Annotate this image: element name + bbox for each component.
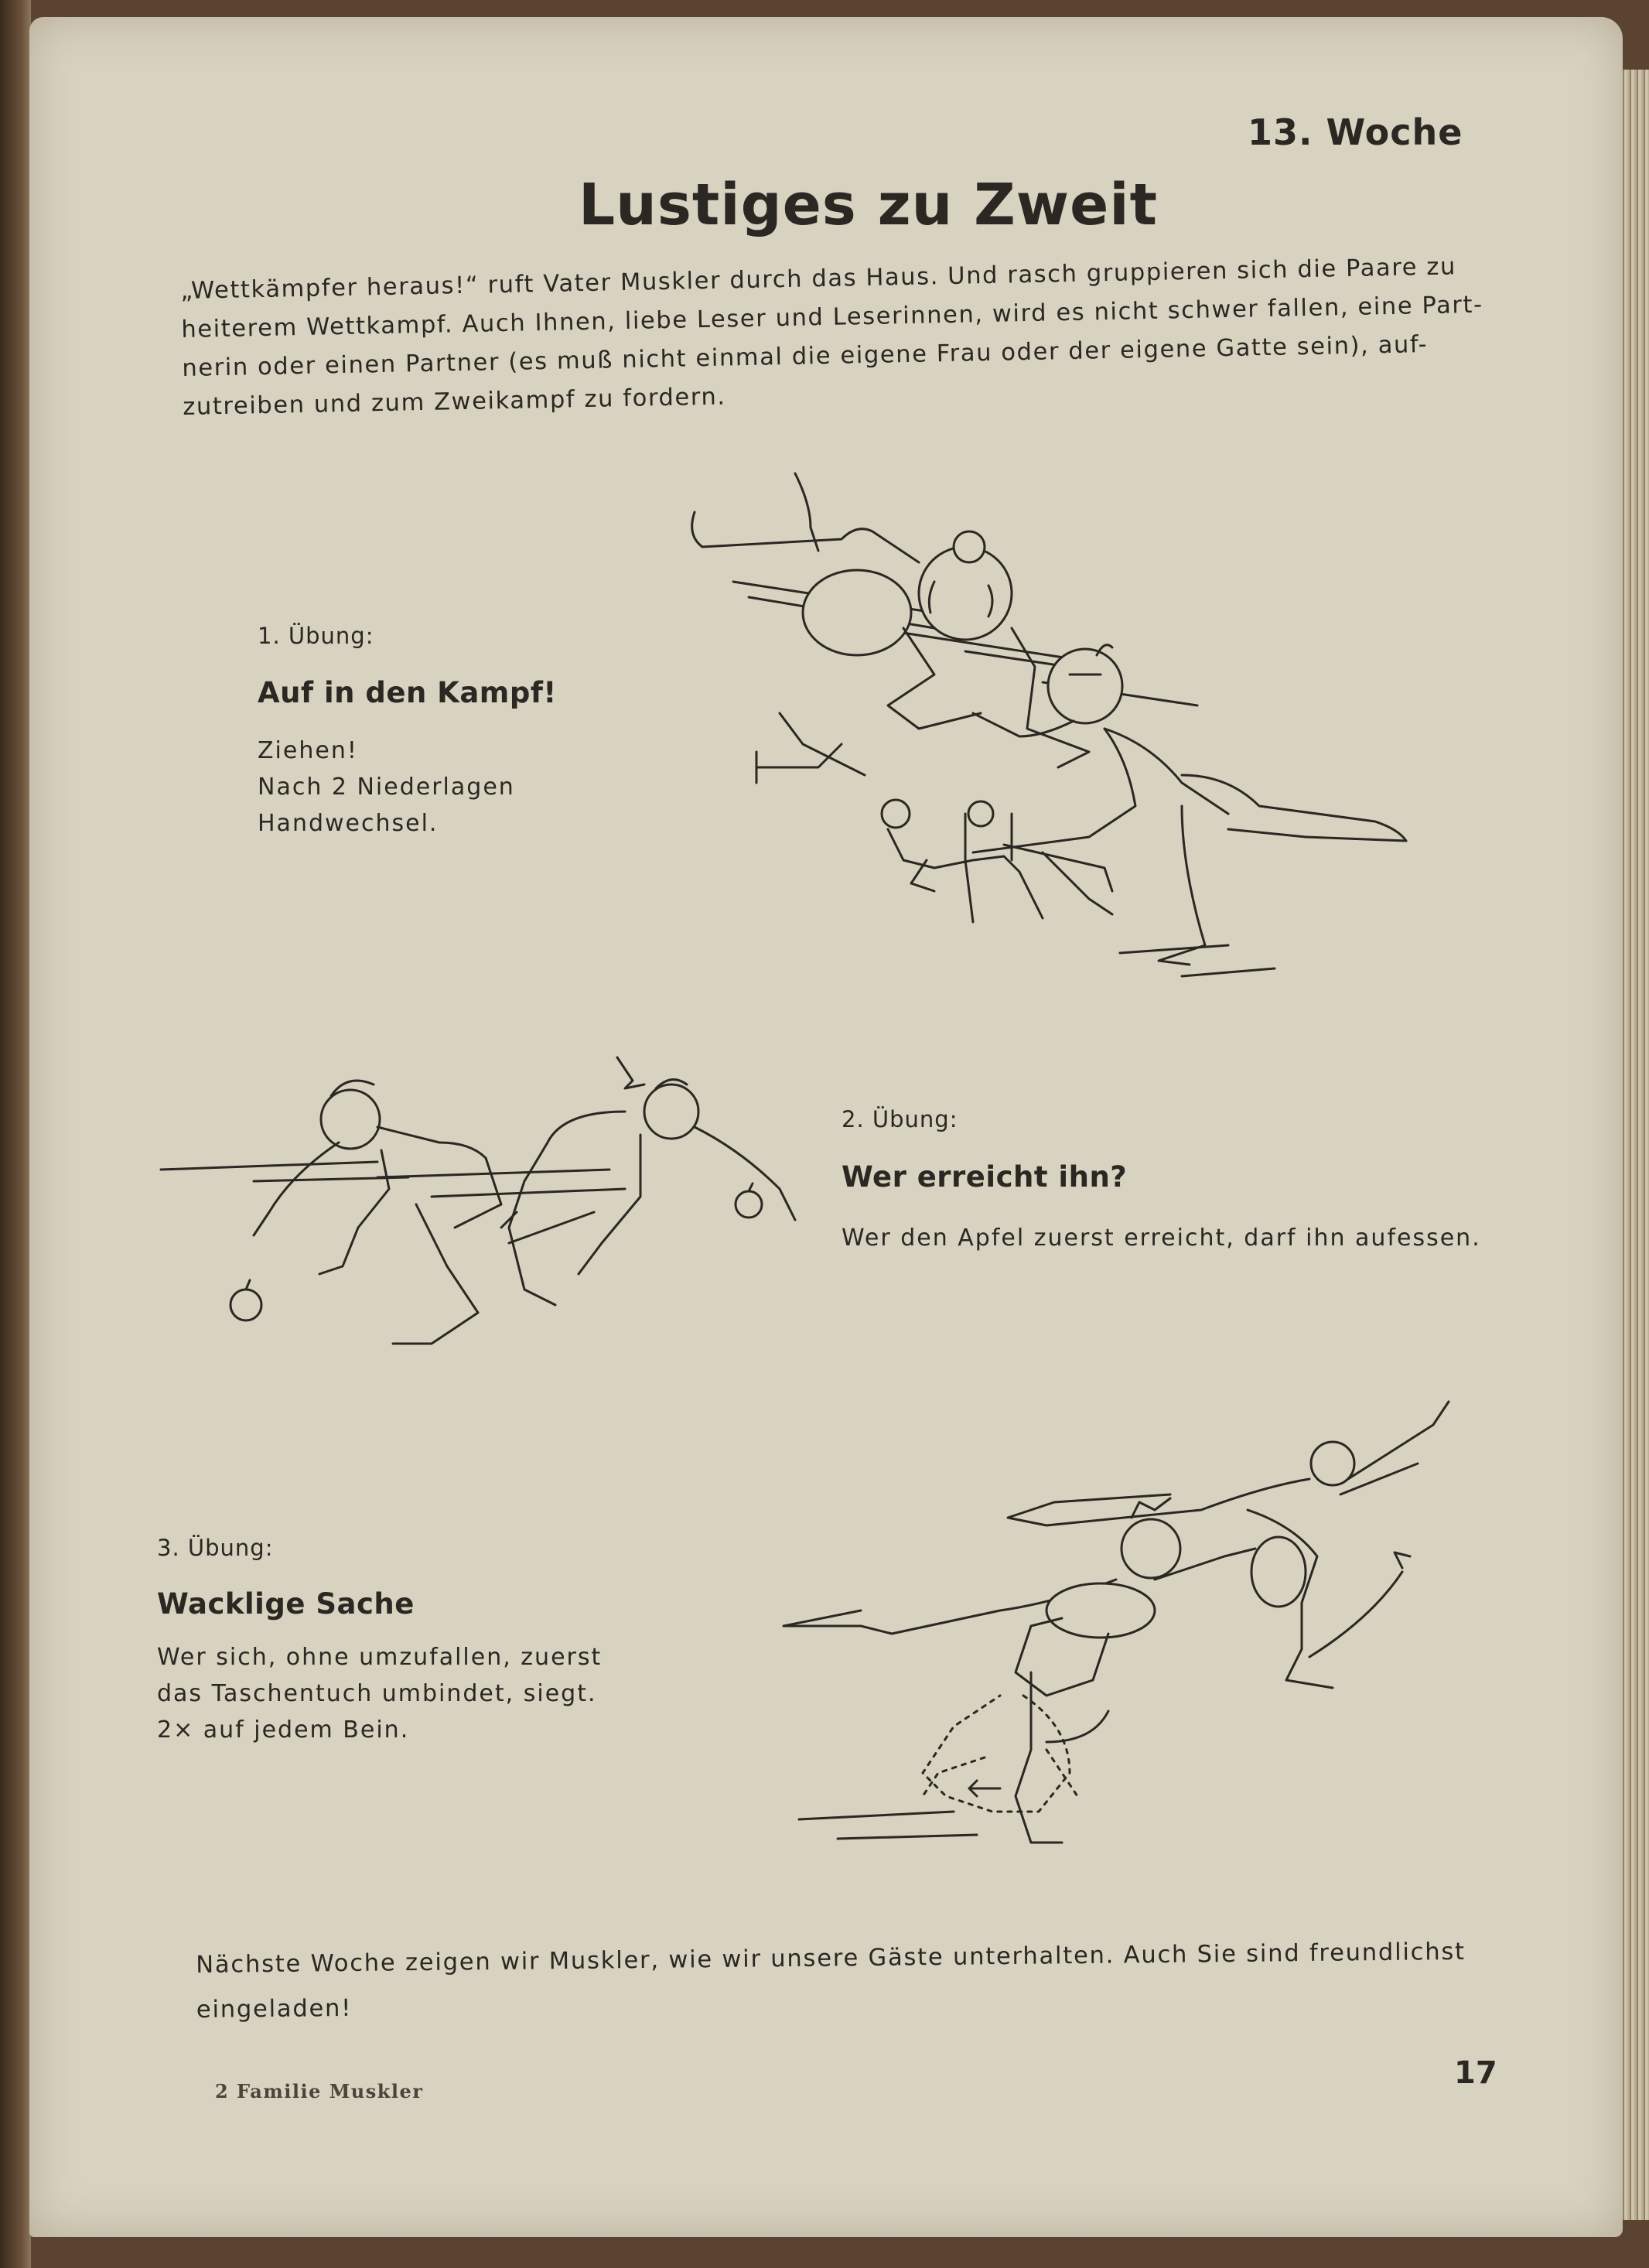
footer-signature: 2 Familie Muskler	[215, 2080, 424, 2102]
exercise-3-line: 2× auf jedem Bein.	[157, 1716, 410, 1744]
exercise-2-line: Wer den Apfel zuerst erreicht, darf ihn aufessen.	[842, 1225, 1481, 1252]
page-title: Lustiges zu Zweit	[579, 172, 1159, 238]
exercise-3-body	[157, 1639, 602, 1748]
exercise-3-line: das Taschentuch umbindet, siegt.	[157, 1680, 597, 1707]
book-page	[29, 17, 1623, 2237]
exercise-2-heading: Wer erreicht ihn?	[842, 1160, 1128, 1194]
week-label: 13. Woche	[1248, 111, 1463, 153]
page-number: 17	[1454, 2055, 1497, 2091]
intro-line: „Wettkämpfer heraus!“ ruft Vater Muskler durch das Haus. Und rasch gruppieren sich die Paare zu	[180, 253, 1457, 305]
exercise-1-line: Handwechsel.	[258, 810, 439, 837]
closing-paragraph	[196, 1929, 1496, 2033]
book-spine	[0, 0, 31, 2268]
exercise-1-label: 1. Übung:	[258, 623, 374, 649]
arm-wrestling-pull-icon	[640, 450, 1476, 1007]
exercise-3-label: 3. Übung:	[157, 1535, 274, 1561]
exercise-1-heading: Auf in den Kampf!	[258, 676, 557, 709]
apple-reach-icon	[161, 1042, 780, 1351]
exercise-3-heading: Wacklige Sache	[157, 1587, 415, 1621]
exercise-1-body	[258, 733, 515, 842]
balance-handkerchief-icon	[722, 1386, 1464, 1866]
exercise-1-line: Nach 2 Niederlagen	[258, 774, 515, 801]
intro-paragraph	[180, 248, 1484, 427]
intro-line: nerin oder einen Partner (es muß nicht einmal die eigene Frau oder der eigene Gatte sein), auf-	[182, 331, 1429, 382]
intro-line: zutreiben und zum Zweikampf zu fordern.	[183, 383, 726, 421]
exercise-1-line: Ziehen!	[258, 737, 358, 764]
exercise-3-line: Wer sich, ohne umzufallen, zuerst	[157, 1644, 603, 1671]
closing-line: eingeladen!	[196, 1994, 353, 2024]
closing-line: Nächste Woche zeigen wir Muskler, wie wir unsere Gäste unterhalten. Auch Sie sind freundlichst	[196, 1938, 1466, 1979]
intro-line: heiterem Wettkampf. Auch Ihnen, liebe Leser und Leserinnen, wird es nicht schwer fallen, eine Part-	[181, 291, 1484, 343]
exercise-2-label: 2. Übung:	[842, 1106, 958, 1132]
exercise-2-body	[842, 1220, 1481, 1256]
